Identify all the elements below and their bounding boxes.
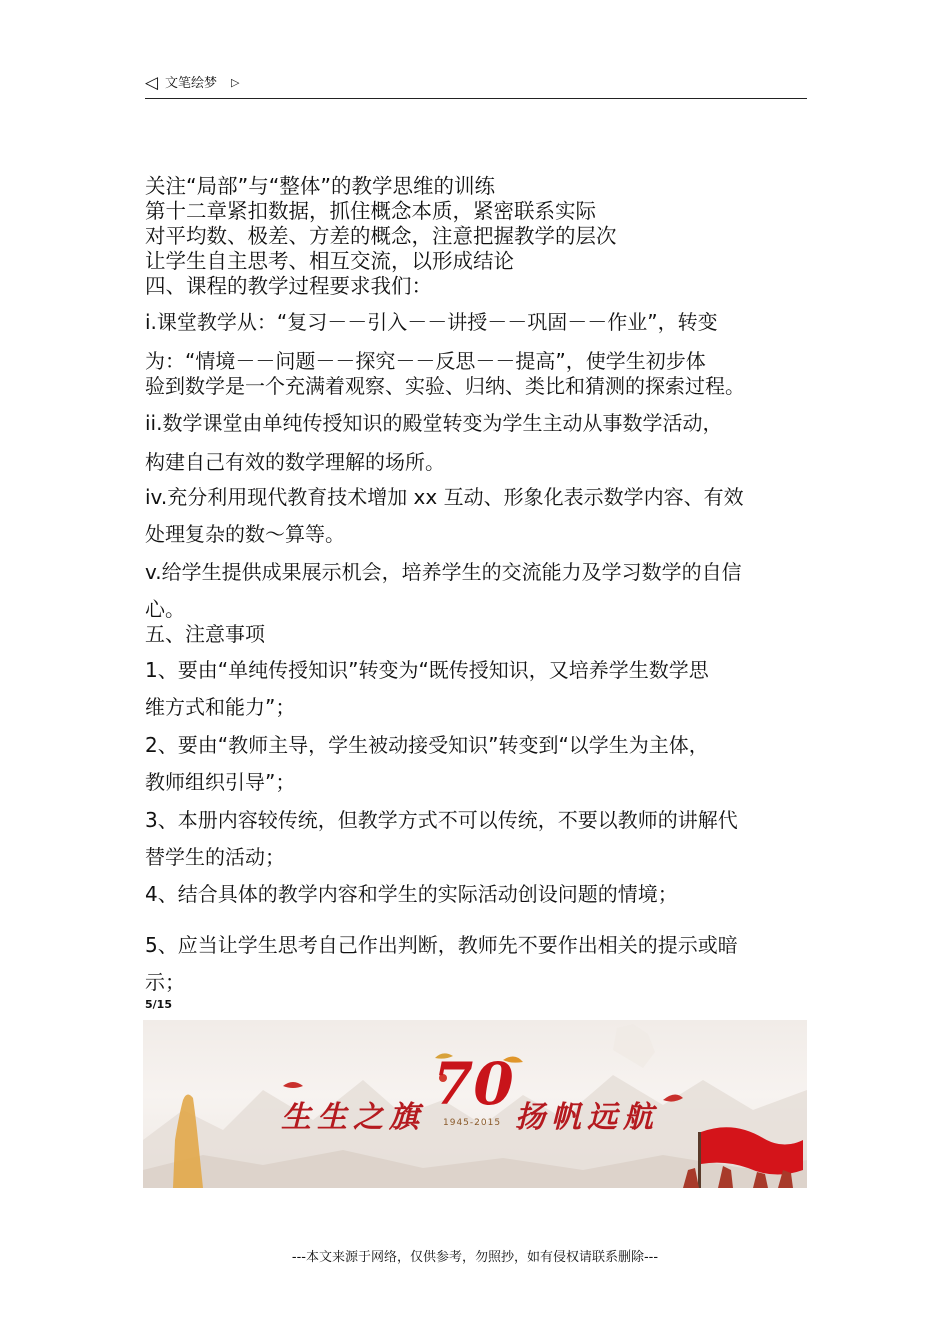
body-line: 替学生的活动； <box>145 845 285 869</box>
body-line: 2、要由“教师主导，学生被动接受知识”转变到“以学生为主体， <box>145 733 709 757</box>
section-heading: 四、课程的教学过程要求我们： <box>145 274 432 298</box>
right-triangle-icon: ▷ <box>231 76 240 89</box>
page-number: 5/15 <box>145 998 172 1011</box>
header-brand: 文笔绘梦 <box>165 76 218 91</box>
banner-left-calligraphy: 生生之旗 <box>281 1100 425 1135</box>
body-line: 为：“情境－－问题－－探究－－反思－－提高”，使学生初步体 <box>145 349 706 373</box>
body-line: 第十二章紧扣数据，抓住概念本质，紧密联系实际 <box>145 199 596 223</box>
body-line: 1、要由“单纯传授知识”转变为“既传授知识，又培养学生数学思 <box>145 658 709 682</box>
body-line: ii.数学课堂由单纯传授知识的殿堂转变为学生主动从事数学活动， <box>145 411 723 435</box>
body-line: 验到数学是一个充满着观察、实验、归纳、类比和猜测的探索过程。 <box>145 374 745 398</box>
body-line: 5、应当让学生思考自己作出判断，教师先不要作出相关的提示或暗 <box>145 933 738 957</box>
body-line: iv.充分利用现代教育技术增加 xx 互动、形象化表示数学内容、有效 <box>145 485 744 509</box>
anniversary-number: 70 <box>433 1050 514 1118</box>
body-line: 让学生自主思考、相互交流，以形成结论 <box>145 249 514 273</box>
body-line: 构建自己有效的数学理解的场所。 <box>145 450 445 474</box>
footer-disclaimer: ---本文来源于网络，仅供参考，勿照抄，如有侵权请联系删除--- <box>291 1250 659 1265</box>
commemorative-banner <box>143 1020 807 1188</box>
body-line: 3、本册内容较传统，但教学方式不可以传统，不要以教师的讲解代 <box>145 808 738 832</box>
body-line: i.课堂教学从：“复习－－引入－－讲授－－巩固－－作业”，转变 <box>145 310 718 334</box>
left-triangle-icon: ◁ <box>145 73 159 93</box>
body-line: 对平均数、极差、方差的概念，注意把握教学的层次 <box>145 224 617 248</box>
body-line: 示； <box>145 970 185 994</box>
section-heading: 五、注意事项 <box>145 622 265 646</box>
body-line: 心。 <box>145 597 185 621</box>
anniversary-years: 1945-2015 <box>443 1118 502 1128</box>
body-line: 4、结合具体的教学内容和学生的实际活动创设问题的情境； <box>145 882 678 906</box>
banner-right-calligraphy: 扬帆远航 <box>515 1100 659 1135</box>
body-line: 处理复杂的数～算等。 <box>145 522 345 546</box>
body-line: 关注“局部”与“整体”的教学思维的训练 <box>145 174 495 198</box>
body-line: 教师组织引导”； <box>145 770 296 794</box>
body-line: v.给学生提供成果展示机会，培养学生的交流能力及学习数学的自信 <box>145 560 742 584</box>
page-header <box>145 72 807 99</box>
body-line: 维方式和能力”； <box>145 695 296 719</box>
